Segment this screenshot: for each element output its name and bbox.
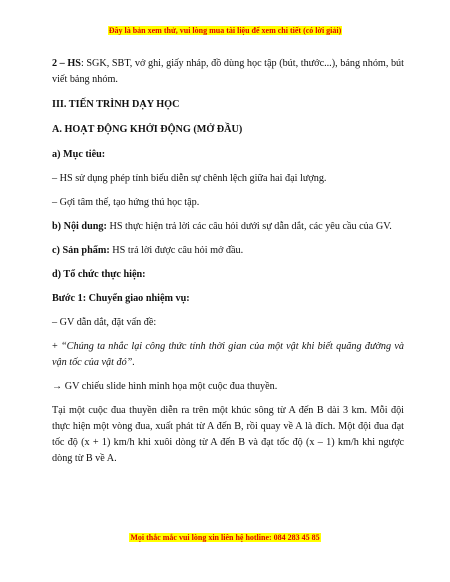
question-line [52,339,404,371]
organize-label: d) Tổ chức thực hiện: [52,269,146,280]
hotline-banner [0,533,450,542]
hs-label: 2 – HS [52,58,81,69]
activity-a-title: A. HOẠT ĐỘNG KHỞI ĐỘNG (MỞ ĐẦU) [52,124,243,135]
product-text: HS trả lời được câu hỏi mở đầu. [109,245,244,256]
content-text: HS thực hiện trả lời các câu hỏi dưới sự dẫn dắt, các yêu cầu của GV. [106,221,392,232]
gv-intro: – GV dẫn dắt, đặt vấn đề: [52,317,157,328]
slide-line: → GV chiếu slide hình minh họa một cuộc đua thuyền. [52,381,278,392]
content-label: b) Nội dung: [52,221,107,232]
document-body [52,56,404,467]
preview-banner-text: Đây là bản xem thử, vui lòng mua tài liệu để xem chi tiết (có lời giải) [108,26,342,35]
goal-label: a) Mục tiêu: [52,149,106,160]
content-line [52,219,404,235]
step1-label: Bước 1: Chuyển giao nhiệm vụ: [52,293,190,304]
preview-banner [0,26,450,35]
hs-text: : SGK, SBT, vở ghi, giấy nháp, đồ dùng học tập (bút, thước...), bảng nhóm, bút viết bảng nhóm. [52,58,404,85]
product-line [52,243,404,259]
product-label: c) Sản phẩm: [52,245,110,256]
goal-item-1: – HS sử dụng phép tính biểu diễn sự chênh lệch giữa hai đại lượng. [52,173,327,184]
question-prefix: + [52,341,62,352]
section-3-title: III. TIẾN TRÌNH DẠY HỌC [52,99,180,110]
question-text: “Chúng ta nhắc lại công thức tính thời gian của một vật khi biết quãng đường và vận tốc của vật đó”. [52,341,404,368]
hs-materials [52,56,404,88]
problem-text: Tại một cuộc đua thuyền diễn ra trên một khúc sông từ A đến B dài 3 km. Mỗi đội thực hiện một vòng đua, xuất phát từ A đến B, rồi quay về A là đích. Một đội đua đạt tốc độ (x + 1) km/h khi xuôi dòng từ A đến B và đạt tốc độ (x – 1) km/h khi ngược dòng từ B về A. [52,405,404,464]
hotline-banner-text: Mọi thắc mắc vui lòng xin liên hệ hotline: 084 283 45 85 [130,533,320,542]
goal-item-2: – Gợi tâm thế, tạo hứng thú học tập. [52,197,200,208]
